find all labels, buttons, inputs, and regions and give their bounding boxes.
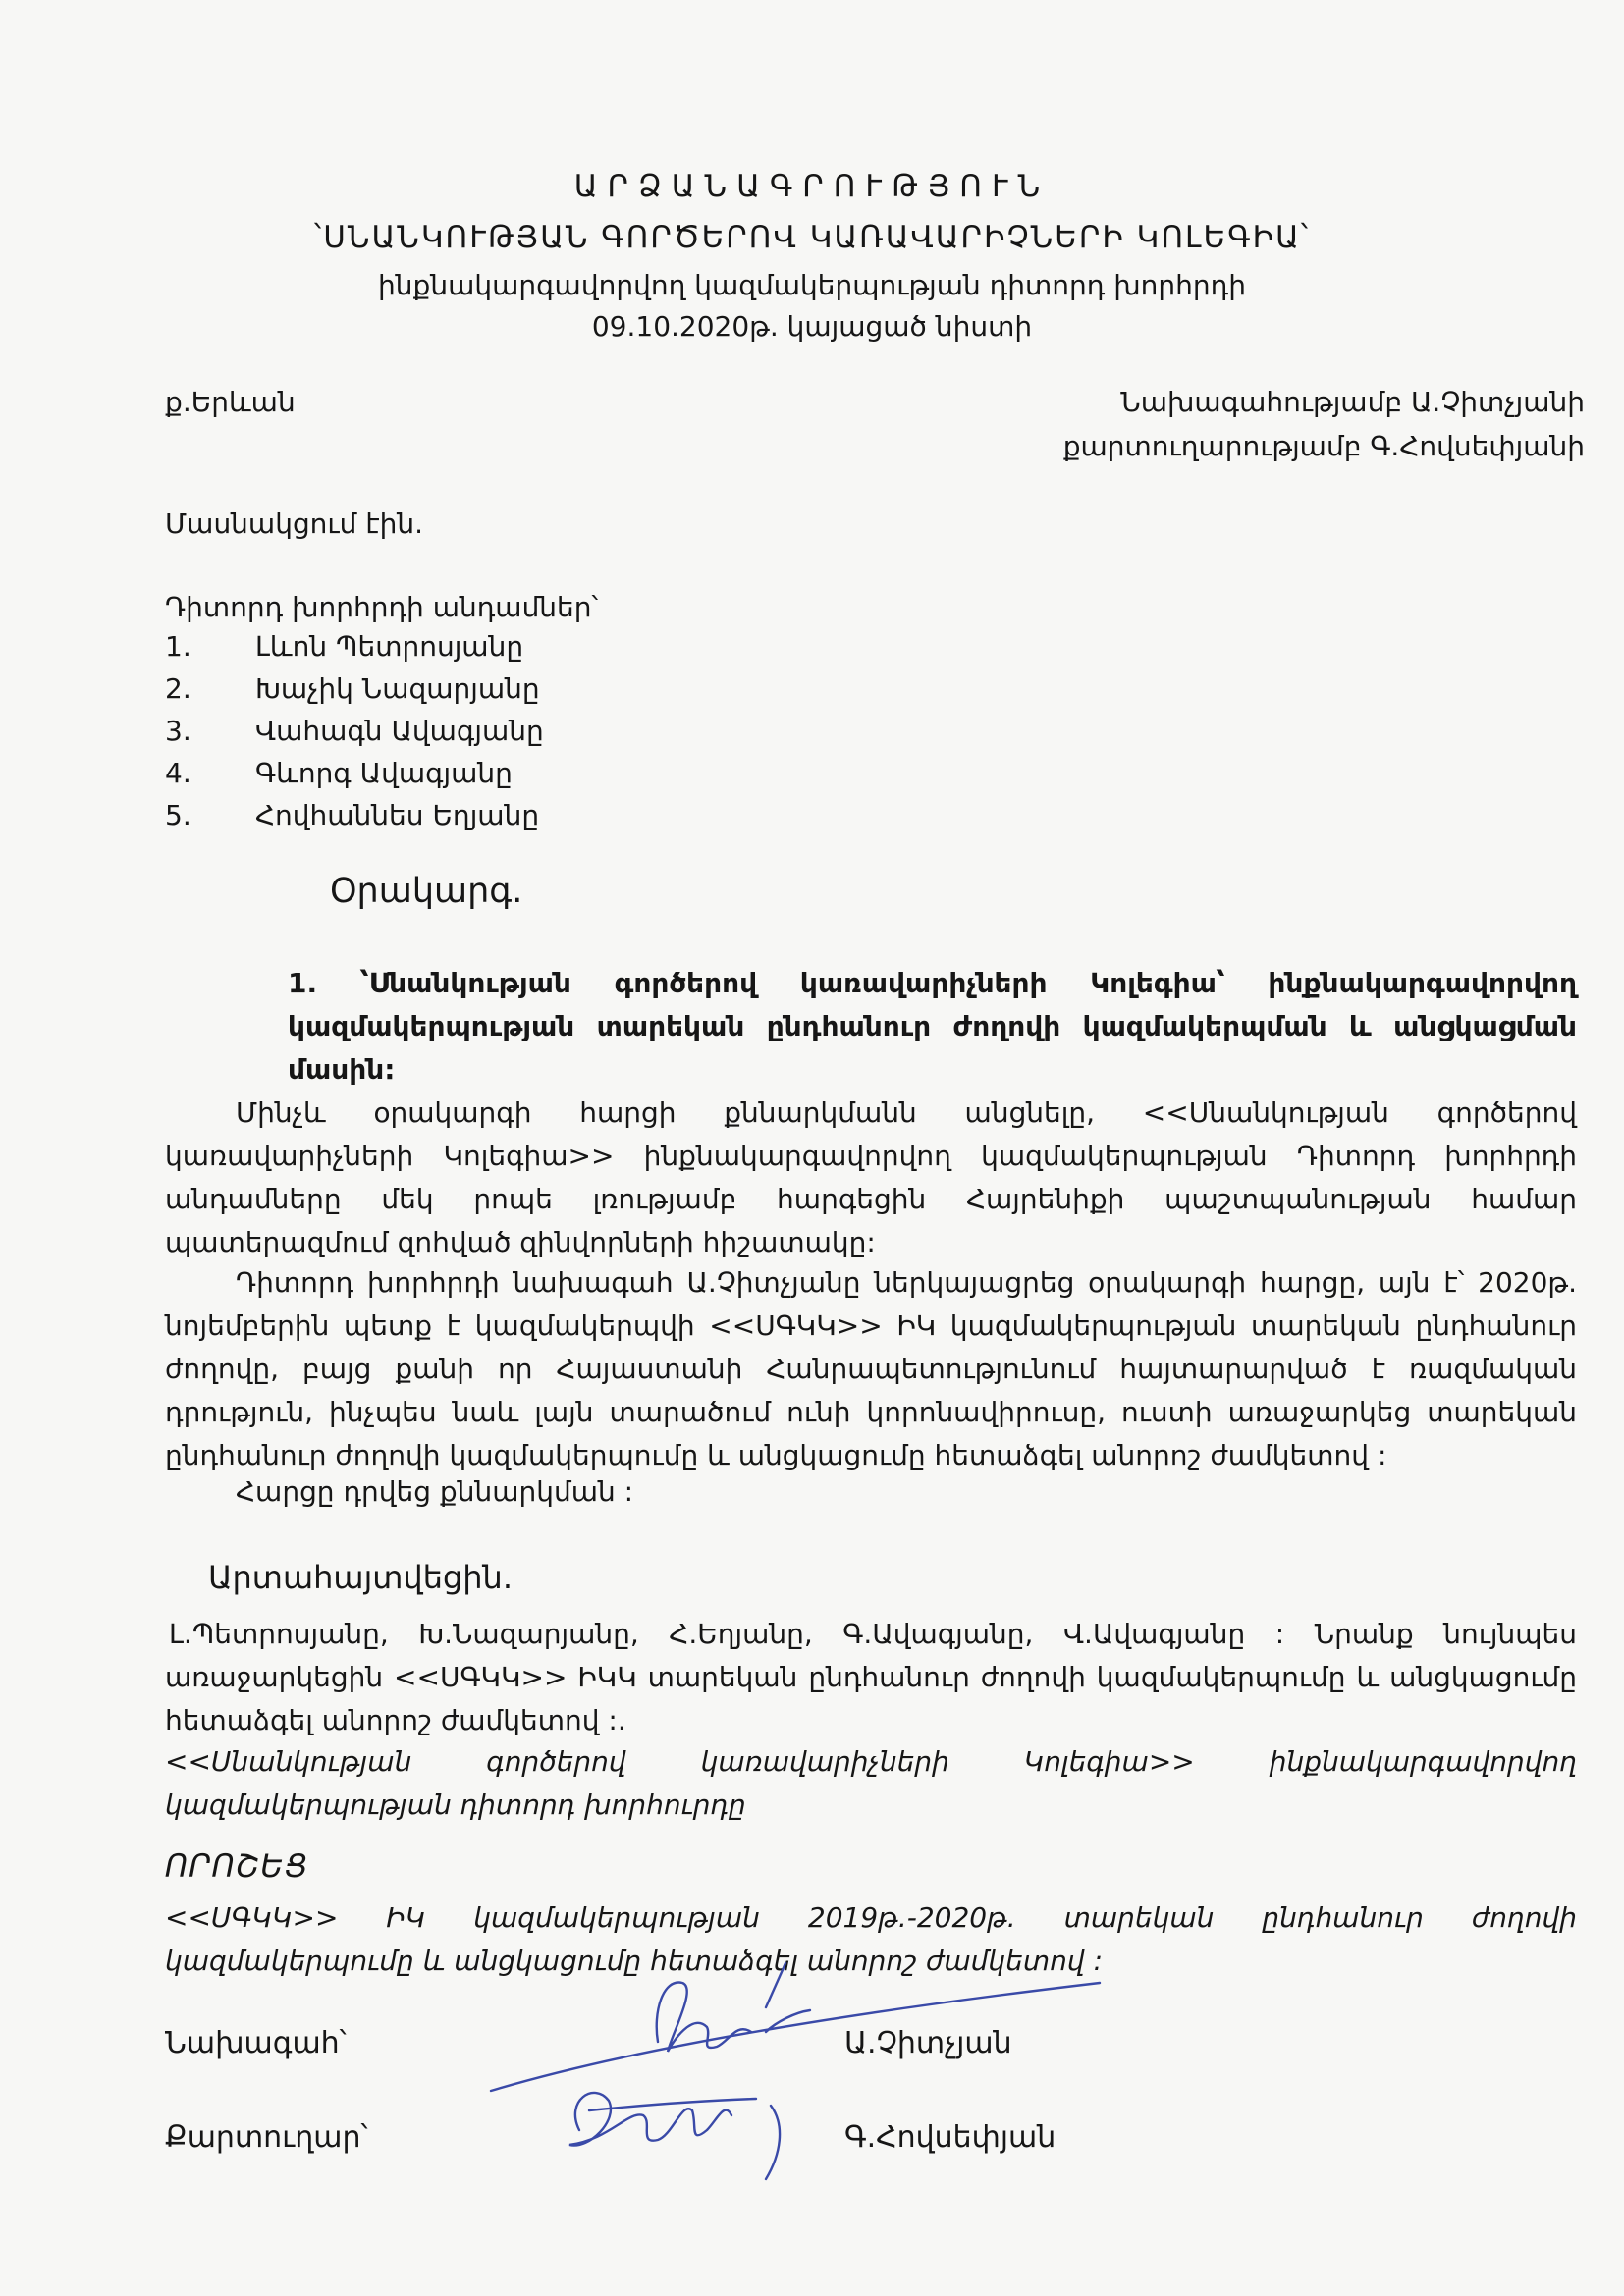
chair-label: Նախագահ՝ <box>165 2026 347 2060</box>
decision-text: <<ՍԳԿԿ>> ԻԿ կազմակերպության 2019թ.-2020թ. տարեկան ընդհանուր ժողովի կազմակերպումը և անցկացումը հետաձգել անորոշ ժամկետով : <box>165 1901 1577 1977</box>
paragraph-speakers: Լ.Պետրոսյանը, Խ.Նազարյանը, Հ.Եղյանը, Գ.Ավագյանը, Վ.Ավագյանը : Նրանք նույնպես առաջարկեցին <<ՍԳԿԿ>> ԻԿԿ տարեկան ընդհանուր ժողովի կազմակերպումը և անցկացումը հետաձգել անորոշ ժամկետով :. <box>165 1618 1577 1736</box>
secretary-name: Գ.Հովսեփյան <box>844 2120 1056 2155</box>
chair-signature <box>491 1963 1100 2091</box>
member-number: 3. <box>165 715 191 747</box>
handwritten-signatures <box>471 1953 1159 2209</box>
participants-label: Մասնակցում էին. <box>165 507 424 540</box>
member-number: 1. <box>165 630 191 663</box>
member-name: Խաչիկ Նազարյանը <box>255 672 540 705</box>
meeting-date: 09.10.2020թ. կայացած նիստի <box>591 310 1033 343</box>
member-number: 4. <box>165 757 191 789</box>
secretary-label: Քարտուղար՝ <box>165 2120 368 2155</box>
member-name: Հովհաննես Եղյանը <box>255 799 540 831</box>
paragraph-discussion: Հարցը դրվեց քննարկման : <box>236 1475 634 1508</box>
place: ք.Երևան <box>165 386 296 418</box>
secretary-by: քարտուղարությամբ Գ.Հովսեփյանի <box>1062 430 1585 462</box>
board-members-label: Դիտորդ խորհրդի անդամներ՝ <box>165 591 599 623</box>
subtitle-board: ինքնակարգավորվող կազմակերպության դիտորդ խորհրդի <box>378 269 1246 301</box>
secretary-signature <box>569 2093 780 2179</box>
member-number: 5. <box>165 799 191 831</box>
chair-name: Ա.Չիտչյան <box>844 2026 1012 2060</box>
document-title: ԱՐՁԱՆԱԳՐՈՒԹՅՈՒՆ <box>573 169 1051 204</box>
chaired-by: Նախագահությամբ Ա.Չիտչյանի <box>1120 386 1585 418</box>
member-name: Գևորգ Ավագյանը <box>255 757 513 789</box>
member-number: 2. <box>165 672 191 705</box>
paragraph-chair-report: Դիտորդ խորհրդի նախագահ Ա.Չիտչյանը ներկայացրեց օրակարգի հարցը, այն է՝ 2020թ. նոյեմբերին պետք է կազմակերպվի <<ՍԳԿԿ>> ԻԿ կազմակերպության տարեկան ընդհանուր ժողովը, բայց քանի որ Հայաստանի Հանրապետությունում հայտարարված է ռազմական դրություն, ինչպես նաև լայն տարածում ունի կորոնավիրուսը, ուստի առաջարկեց տարեկան ընդհանուր ժողովի կազմակերպումը և անցկացումը հետաձգել անորոշ ժամկետով : <box>165 1266 1577 1471</box>
agenda-item: 1. ՝Սնանկության գործերով կառավարիչների Կոլեգիա՝ ինքնակարգավորվող կազմակերպության տարեկան ընդհանուր ժողովի կազմակերպման և անցկացման մասին: <box>288 967 1577 1086</box>
member-name: Վահագն Ավագյանը <box>255 715 544 747</box>
member-name: Լևոն Պետրոսյանը <box>255 630 524 663</box>
paragraph-board-decides: <<Սնանկության գործերով կառավարիչների Կոլեգիա>> ինքնակարգավորվող կազմակերպության դիտորդ խորհուրդը <box>165 1745 1577 1821</box>
paragraph-moment-of-silence: Մինչև օրակարգի հարցի քննարկմանն անցնելը, <<Սնանկության գործերով կառավարիչների Կոլեգիա>> ինքնակարգավորվող կազմակերպության Դիտորդ խորհրդի անդամները մեկ րոպե լռությամբ հարգեցին Հայրենիքի պաշտպանության համար պատերազմում զոհված զինվորների հիշատակը: <box>165 1096 1577 1258</box>
speakers-heading: Արտահայտվեցին. <box>208 1559 513 1596</box>
decision-heading: ՈՐՈՇԵՑ <box>165 1847 309 1885</box>
organization-name: ՝ՍՆԱՆԿՈՒԹՅԱՆ ԳՈՐԾԵՐՈՎ ԿԱՌԱՎԱՐԻՉՆԵՐԻ ԿՈԼԵԳԻԱ՝ <box>313 220 1311 255</box>
agenda-heading: Օրակարգ. <box>330 872 523 911</box>
